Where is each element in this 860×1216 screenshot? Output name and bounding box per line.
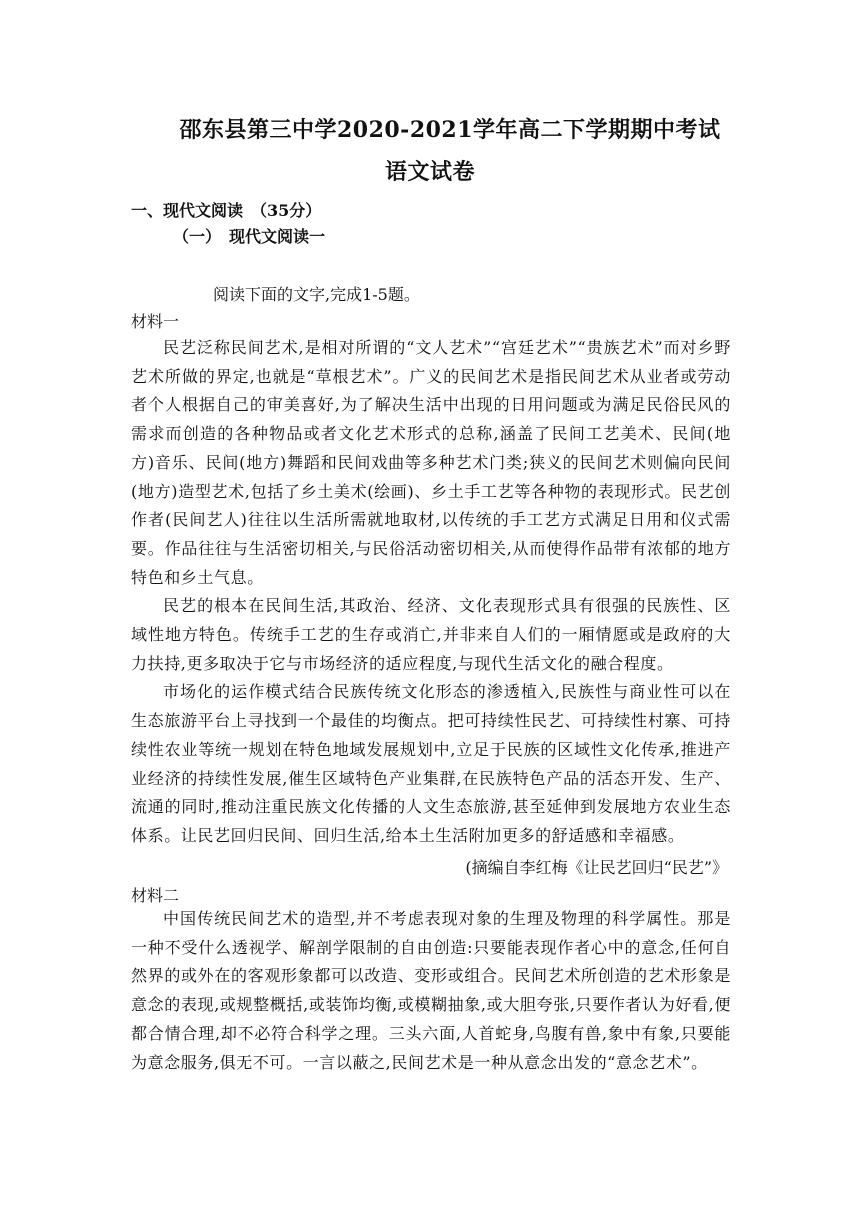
material-one-paragraph: 市场化的运作模式结合民族传统文化形态的渗透植入,民族性与商业性可以在生态旅游平台上寻找到一个最佳的均衡点。把可持续性民艺、可持续性村寨、可持续性农业等统一规划在特色地域发展规划中,立足于民族的区域性文化传承,推进产业经济的持续性发展,催生区域特色产业集群,在民族特色产品的活态开发、生产、流通的同时,推动注重民族文化传播的人文生态旅游,甚至延伸到发展地方农业生态体系。让民艺回归民间、回归生活,给本土生活附加更多的舒适感和幸福感。 bbox=[131, 682, 731, 845]
exam-title: 邵东县第三中学2020-2021学年高二下学期期中考试 bbox=[179, 117, 721, 143]
material-one-paragraph: 民艺泛称民间艺术,是相对所谓的“文人艺术”“宫廷艺术”“贵族艺术”而对乡野艺术所做的界定,也就是“草根艺术”。广义的民间艺术是指民间艺术从业者或劳动者个人根据自己的审美喜好,为了解决生活中出现的日用问题或为满足民俗民风的需求而创造的各种物品或者文化艺术形式的总称,涵盖了民间工艺美术、民间(地方)音乐、民间(地方)舞蹈和民间戏曲等多种艺术门类;狭义的民间艺术则偏向民间(地方)造型艺术,包括了乡土美术(绘画)、乡土手工艺等各种物的表现形式。民艺创作者(民间艺人)往往以生活所需就地取材,以传统的手工艺方式满足日用和仪式需要。作品往往与生活密切相关,与民俗活动密切相关,从而使得作品带有浓郁的地方特色和乡土气息。 bbox=[131, 338, 731, 587]
material-two-paragraph: 中国传统民间艺术的造型,并不考虑表现对象的生理及物理的科学属性。那是一种不受什么透视学、解剖学限制的自由创造:只要能表现作者心中的意念,任何自然界的或外在的客观形象都可以改造、变形或组合。民间艺术所创造的艺术形象是意念的表现,或规整概括,或装饰均衡,或模糊抽象,或大胆夸张,只要作者认为好看,便都合情合理,却不必符合科学之理。三头六面,人首蛇身,鸟腹有兽,象中有象,只要能为意念服务,俱无不可。一言以蔽之,民间艺术是一种从意念出发的“意念艺术”。 bbox=[131, 909, 731, 1072]
material-one-paragraph: 民艺的根本在民间生活,其政治、经济、文化表现形式具有很强的民族性、区域性地方特色。传统手工艺的生存或消亡,并非来自人们的一厢情愿或是政府的大力扶持,更多取决于它与市场经济的适应程度,与现代生活文化的融合程度。 bbox=[131, 596, 731, 673]
material-one-body bbox=[131, 334, 731, 851]
reading-instruction: 阅读下面的文字,完成1-5题。 bbox=[213, 285, 420, 304]
material-two-body bbox=[131, 905, 731, 1077]
material-two-label: 材料二 bbox=[131, 886, 180, 905]
material-one-source: (摘编自李红梅《让民艺回归“民艺”》 bbox=[465, 858, 728, 877]
subsection-heading: （一） 现代文阅读一 bbox=[173, 227, 326, 246]
section-heading: 一、现代文阅读 （35分） bbox=[131, 201, 322, 220]
material-one-label: 材料一 bbox=[131, 312, 180, 331]
exam-subtitle: 语文试卷 bbox=[384, 159, 475, 185]
